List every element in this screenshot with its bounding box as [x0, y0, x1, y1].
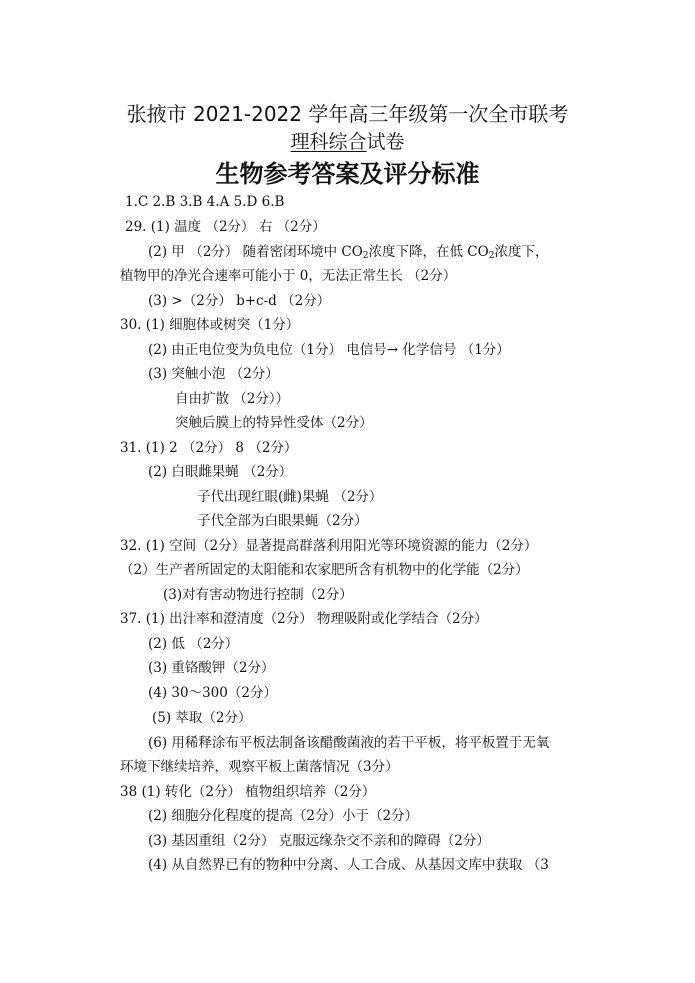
answer-line-37-6: (6) 用稀释涂布平板法制备该醋酸菌液的若干平板，将平板置于无氧 [148, 735, 550, 751]
subtitle-underlined: 理科综合 [290, 131, 367, 153]
answer-line-31-1: 31. (1) 2 （2分） 8 （2分） [120, 440, 298, 456]
answer-line-29-2 [148, 242, 548, 266]
answer-line-30-1: 30. (1) 细胞体或树突（1分） [120, 317, 300, 333]
subscript: 2 [488, 251, 495, 261]
answer-line-30-2: (2) 由正电位变为负电位（1分） 电信号→ 化学信号 （1分） [148, 342, 510, 358]
answer-line-32-2: （2）生产者所固定的太阳能和农家肥所含有机物中的化学能（2分） [120, 562, 529, 578]
answer-line-30-3c: 突触后膜上的特异性受体（2分） [175, 415, 373, 431]
text-segment: (2) 甲 （2分） 随着密闭环境中 CO [148, 244, 363, 260]
answer-line-38-1: 38 (1) 转化（2分） 植物组织培养（2分） [120, 784, 376, 800]
answer-line-37-6-cont: 环境下继续培养，观察平板上菌落情况（3分） [120, 759, 399, 775]
answer-line-37-3: (3) 重铬酸钾（2分） [148, 660, 275, 676]
answer-line-38-4: (4) 从自然界已有的物种中分离、人工合成、从基因文库中获取 （3 [148, 857, 549, 873]
document-subtitle [0, 127, 695, 154]
answer-line-31-2: (2) 白眼雌果蝇 （2分） [148, 464, 293, 480]
answer-line-29-1: 29. (1) 温度 （2分） 右 （2分） [125, 219, 326, 235]
answer-line-29-3: (3) >（2分） b+c-d （2分） [148, 293, 331, 309]
answer-line-30-3: (3) 突触小泡 （2分） [148, 366, 279, 382]
answer-line-37-4: (4) 30～300（2分） [148, 685, 277, 701]
answer-line-37-5: (5) 萃取（2分） [152, 710, 252, 726]
answer-line-30-3b: 自由扩散 （2分）） [175, 391, 290, 407]
document-heading: 生物参考答案及评分标准 [215, 159, 480, 188]
answer-line-38-2: (2) 细胞分化程度的提高（2分）小于（2分） [148, 808, 419, 824]
answer-line-29-2-cont: 植物甲的净光合速率可能小于 0，无法正常生长 （2分） [120, 268, 457, 284]
document-title: 张掖市 2021-2022 学年高三年级第一次全市联考 [126, 102, 569, 126]
answer-line-38-3: (3) 基因重组（2分） 克服远缘杂交不亲和的障碍（2分） [148, 833, 490, 849]
answer-line-mc: 1.C 2.B 3.B 4.A 5.D 6.B [125, 194, 285, 210]
subtitle-rest: 试卷 [366, 131, 405, 153]
answer-line-31-2b: 子代出现红眼(雌)果蝇 （2分） [197, 489, 383, 505]
answer-line-37-2: (2) 低 （2分） [148, 636, 239, 652]
text-segment: 浓度下降，在低 CO [368, 244, 489, 260]
answer-line-31-2c: 子代全部为白眼果蝇（2分） [197, 513, 368, 529]
text-segment: 浓度下， [494, 244, 549, 260]
subscript: 2 [362, 251, 369, 261]
answer-line-37-1: 37. (1) 出汁率和澄清度（2分） 物理吸附或化学结合（2分） [120, 611, 488, 627]
answer-line-32-3: (3)对有害动物进行控制（2分） [163, 587, 353, 603]
answer-line-32-1: 32. (1) 空间（2分）显著提高群落利用阳光等环境资源的能力（2分） [120, 538, 538, 554]
